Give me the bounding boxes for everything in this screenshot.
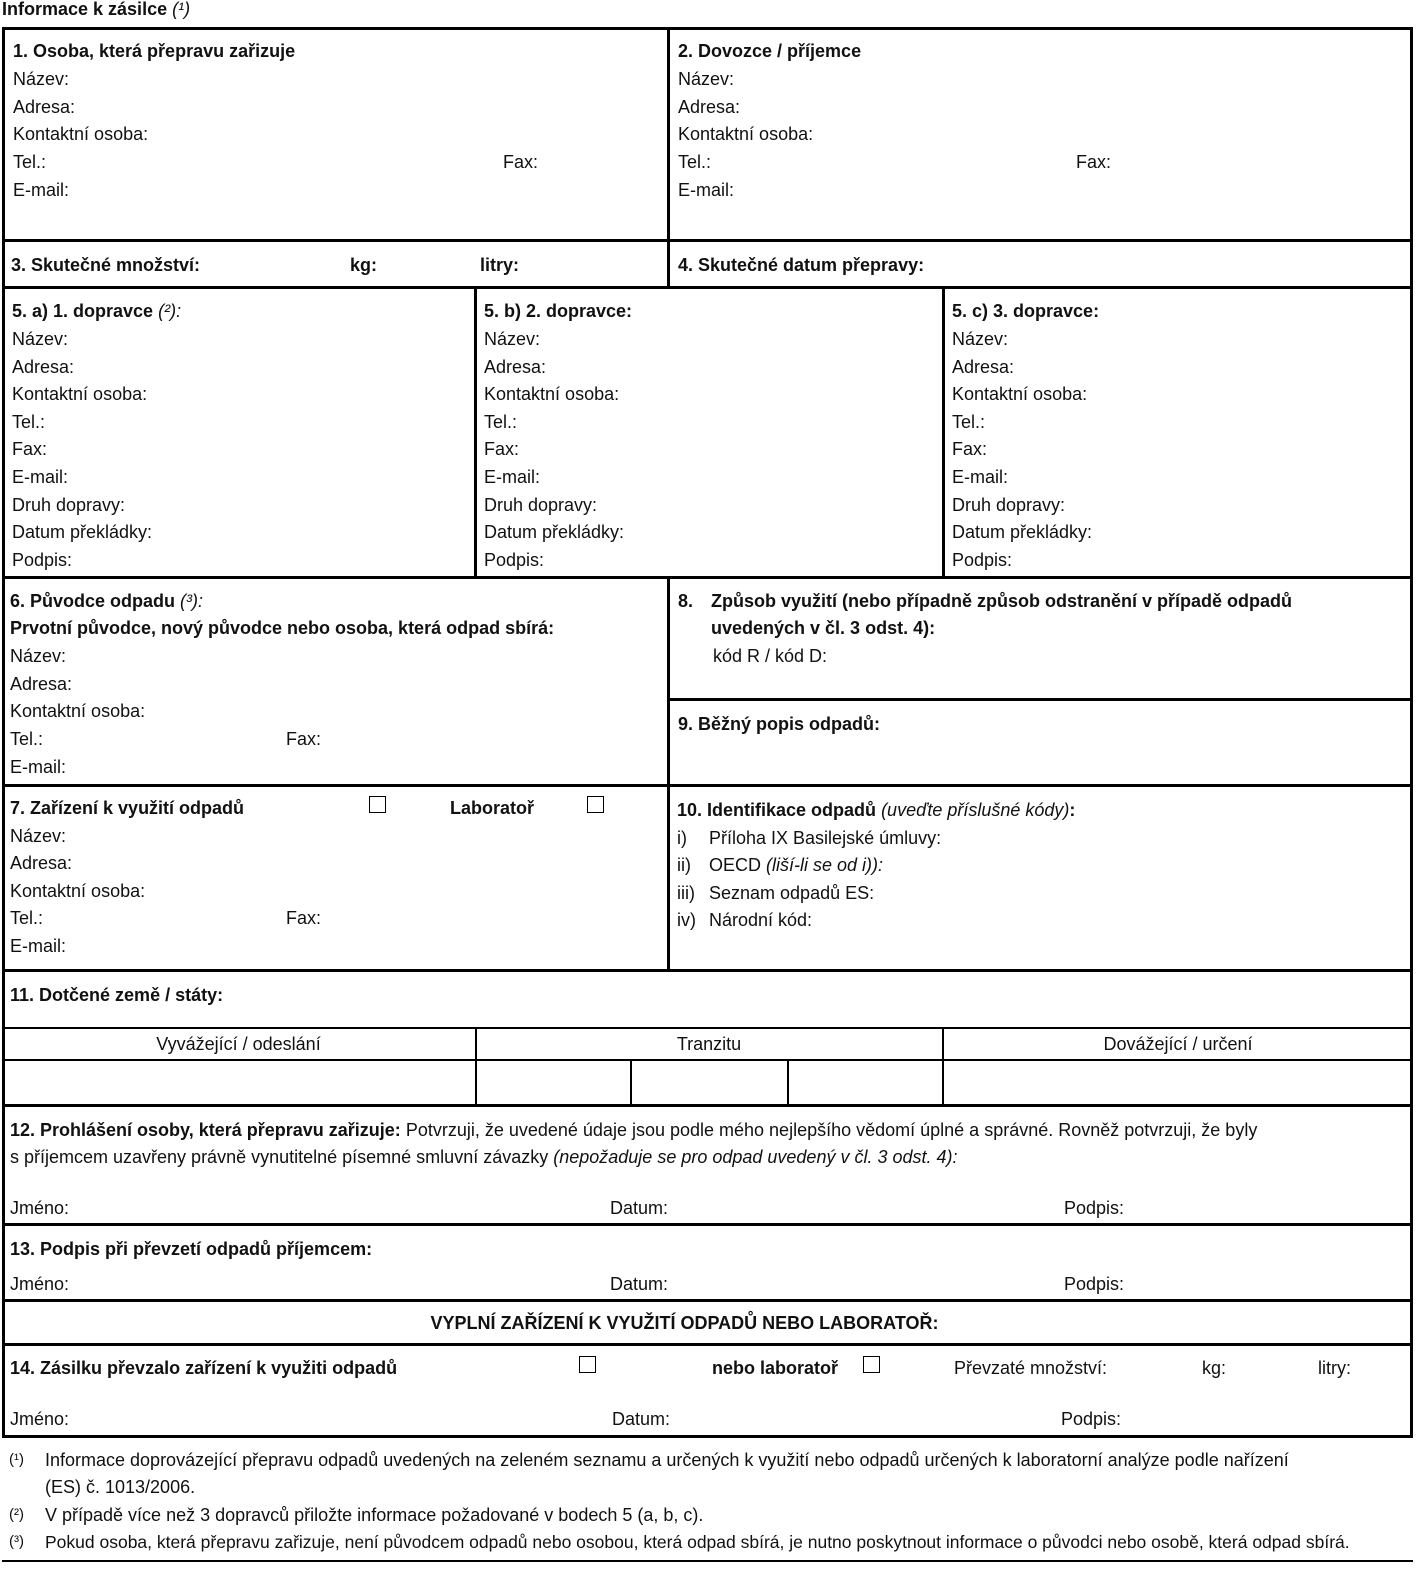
rule xyxy=(2,1343,1413,1346)
facility-banner: VYPLNÍ ZAŘÍZENÍ K VYUŽITÍ ODPADŮ NEBO LABORATOŘ: xyxy=(430,1313,939,1333)
s12-declaration-line2: s příjemcem uzavřeny právně vynutitelné písemné smluvní závazky (nepožaduje se pro odpad uvedený v čl. 3 odst. 4): xyxy=(10,1147,958,1167)
s7-fax-label: Fax: xyxy=(286,908,322,928)
s11-heading: 11. Dotčené země / státy: xyxy=(10,985,224,1005)
carrier-field: Podpis: xyxy=(952,550,1013,570)
carrier-field: Tel.: xyxy=(952,412,986,432)
s3-kg-label: kg: xyxy=(350,255,377,275)
s14-laboratory-checkbox[interactable] xyxy=(863,1356,880,1373)
s11-transit-cell-2[interactable] xyxy=(632,1061,786,1103)
form-title: Informace k zásilce (¹) xyxy=(2,0,191,19)
carrier-field: Fax: xyxy=(484,439,520,459)
carrier-field: Druh dopravy: xyxy=(12,495,126,515)
s14-name-label: Jméno: xyxy=(10,1409,70,1429)
s13-heading: 13. Podpis při převzetí odpadů příjemcem: xyxy=(10,1239,373,1259)
s14-kg-label: kg: xyxy=(1202,1358,1227,1378)
s6-fax-label: Fax: xyxy=(286,729,322,749)
s2-heading: 2. Dovozce / příjemce xyxy=(678,41,862,61)
carrier-field: Adresa: xyxy=(484,357,547,377)
carrier-field: Název: xyxy=(952,329,1009,349)
s3-heading: 3. Skutečné množství: xyxy=(11,255,201,275)
carrier-field: Fax: xyxy=(12,439,48,459)
s1-email-label: E-mail: xyxy=(13,180,70,200)
s6-tel-label: Tel.: xyxy=(10,729,44,749)
s14-heading: 14. Zásilku převzalo zařízení k využiti odpadů xyxy=(10,1358,398,1378)
s13-name-label: Jméno: xyxy=(10,1274,70,1294)
s11-col-export: Vyvážející / odeslání xyxy=(156,1034,321,1054)
carrier-field: Fax: xyxy=(952,439,988,459)
carrier-field: Datum překládky: xyxy=(952,522,1093,542)
rule xyxy=(2,239,1413,242)
s2-tel-label: Tel.: xyxy=(678,152,712,172)
s12-declaration-line1: 12. Prohlášení osoby, která přepravu zařizuje: Potvrzuji, že uvedené údaje jsou podle mého nejlepšího vědomí úplné a správné. Rovněž potvrzuji, že byly xyxy=(10,1120,1258,1140)
rule xyxy=(2,1104,1413,1107)
s2-name-label: Název: xyxy=(678,69,735,89)
carrier-field: Kontaktní osoba: xyxy=(952,384,1088,404)
s6-email-label: E-mail: xyxy=(10,757,67,777)
s1-tel-label: Tel.: xyxy=(13,152,47,172)
s1-address-label: Adresa: xyxy=(13,97,76,117)
recovery-facility-checkbox[interactable] xyxy=(369,796,386,813)
s1-fax-label: Fax: xyxy=(503,152,539,172)
s13-date-label: Datum: xyxy=(610,1274,669,1294)
carrier-field: E-mail: xyxy=(952,467,1009,487)
carrier-field: Adresa: xyxy=(952,357,1015,377)
rule xyxy=(668,698,1413,701)
s13-sign-label: Podpis: xyxy=(1064,1274,1125,1294)
s14-litres-label: litry: xyxy=(1318,1358,1351,1378)
s12-name-label: Jméno: xyxy=(10,1198,70,1218)
carrier-field: Datum překládky: xyxy=(484,522,625,542)
s7-contact-label: Kontaktní osoba: xyxy=(10,881,146,901)
s1-name-label: Název: xyxy=(13,69,70,89)
carrier-field: Podpis: xyxy=(12,550,73,570)
footnote-text: (ES) č. 1013/2006. xyxy=(45,1477,196,1497)
s14-date-label: Datum: xyxy=(612,1409,671,1429)
s2-contact-label: Kontaktní osoba: xyxy=(678,124,814,144)
s14-lab-label: nebo laboratoř xyxy=(712,1358,839,1378)
carrier-field: Kontaktní osoba: xyxy=(12,384,148,404)
s7-heading: 7. Zařízení k využití odpadů xyxy=(10,798,245,818)
s12-sign-label: Podpis: xyxy=(1064,1198,1125,1218)
s11-export-cell[interactable] xyxy=(4,1061,474,1103)
s7-address-label: Adresa: xyxy=(10,853,73,873)
s7-email-label: E-mail: xyxy=(10,936,67,956)
rule xyxy=(2,969,1413,972)
carrier-a-heading: 5. a) 1. dopravce (²): xyxy=(12,301,182,321)
footnote-mark: (¹) xyxy=(9,1451,24,1468)
s1-contact-label: Kontaktní osoba: xyxy=(13,124,149,144)
s11-transit-cell-1[interactable] xyxy=(477,1061,629,1103)
footnote-text: Pokud osoba, která přepravu zařizuje, není původcem odpadů nebo osobou, která odpad sbírá, je nutno poskytnout informace o původci nebo osobě, která odpad sbírá. xyxy=(45,1532,1350,1552)
carrier-field: Název: xyxy=(12,329,69,349)
s10-item: Národní kód: xyxy=(709,910,813,930)
s11-import-cell[interactable] xyxy=(944,1061,1410,1103)
carrier-field: Adresa: xyxy=(12,357,75,377)
footnote-text: Informace doprovázející přepravu odpadů uvedených na zeleném seznamu a určených k využití nebo odpadů určených k laboratorní analýze podle nařízení xyxy=(45,1450,1289,1470)
rule xyxy=(2,1027,1413,1029)
s7-lab-label: Laboratoř xyxy=(450,798,535,818)
s6-heading: 6. Původce odpadu (³): xyxy=(10,591,204,611)
s10-item: Příloha IX Basilejské úmluvy: xyxy=(709,828,942,848)
s14-facility-checkbox[interactable] xyxy=(579,1356,596,1373)
s11-transit-cell-3[interactable] xyxy=(789,1061,941,1103)
s2-fax-label: Fax: xyxy=(1076,152,1112,172)
s10-heading: 10. Identifikace odpadů (uveďte příslušné kódy): xyxy=(677,800,1076,820)
carrier-field: E-mail: xyxy=(484,467,541,487)
carrier-field: Tel.: xyxy=(484,412,518,432)
s10-item: OECD (liší-li se od i)): xyxy=(709,855,884,875)
rule xyxy=(2,286,1413,289)
rule xyxy=(2,784,1413,787)
s10-item-num: i) xyxy=(677,828,687,848)
carrier-field: Podpis: xyxy=(484,550,545,570)
s6-name-label: Název: xyxy=(10,646,67,666)
s3-litres-label: litry: xyxy=(480,255,520,275)
rule xyxy=(667,576,670,971)
carrier-b-heading: 5. b) 2. dopravce: xyxy=(484,301,633,321)
bottom-rule xyxy=(2,1560,1413,1562)
s6-contact-label: Kontaktní osoba: xyxy=(10,701,146,721)
s2-email-label: E-mail: xyxy=(678,180,735,200)
s8-line2: uvedených v čl. 3 odst. 4): xyxy=(711,618,936,638)
s8-number: 8. xyxy=(678,591,694,611)
footnote-mark: (³) xyxy=(9,1533,24,1550)
s10-item-num: iv) xyxy=(677,910,696,930)
rule xyxy=(474,286,477,578)
s6-address-label: Adresa: xyxy=(10,674,73,694)
rule xyxy=(2,1299,1413,1302)
s8-code-label: kód R / kód D: xyxy=(713,646,828,666)
s11-col-transit: Tranzitu xyxy=(676,1034,742,1054)
carrier-field: Tel.: xyxy=(12,412,46,432)
s9-heading: 9. Běžný popis odpadů: xyxy=(678,714,881,734)
s8-line1: Způsob využití (nebo případně způsob odstranění v případě odpadů xyxy=(711,591,1293,611)
carrier-field: E-mail: xyxy=(12,467,69,487)
s10-item-num: iii) xyxy=(677,883,695,903)
s14-sign-label: Podpis: xyxy=(1061,1409,1122,1429)
s2-address-label: Adresa: xyxy=(678,97,741,117)
rule xyxy=(2,1223,1413,1226)
s6-subheading: Prvotní původce, nový původce nebo osoba, která odpad sbírá: xyxy=(10,618,555,638)
carrier-field: Datum překládky: xyxy=(12,522,153,542)
carrier-field: Druh dopravy: xyxy=(484,495,598,515)
s12-date-label: Datum: xyxy=(610,1198,669,1218)
footnote-mark: (²) xyxy=(9,1506,24,1523)
carrier-field: Název: xyxy=(484,329,541,349)
s11-col-import: Dovážející / určení xyxy=(1103,1034,1253,1054)
s10-item-num: ii) xyxy=(677,855,691,875)
carrier-field: Kontaktní osoba: xyxy=(484,384,620,404)
s7-name-label: Název: xyxy=(10,826,67,846)
laboratory-checkbox[interactable] xyxy=(587,796,604,813)
carrier-field: Druh dopravy: xyxy=(952,495,1066,515)
footnote-text: V případě více než 3 dopravců přiložte informace požadované v bodech 5 (a, b, c). xyxy=(45,1505,704,1525)
rule xyxy=(942,286,945,578)
s10-item: Seznam odpadů ES: xyxy=(709,883,875,903)
s14-qty-label: Převzaté množství: xyxy=(954,1358,1108,1378)
rule xyxy=(667,27,670,288)
s1-heading: 1. Osoba, která přepravu zařizuje xyxy=(13,41,296,61)
rule xyxy=(2,576,1413,579)
s7-tel-label: Tel.: xyxy=(10,908,44,928)
s4-heading: 4. Skutečné datum přepravy: xyxy=(678,255,925,275)
carrier-c-heading: 5. c) 3. dopravce: xyxy=(952,301,1100,321)
